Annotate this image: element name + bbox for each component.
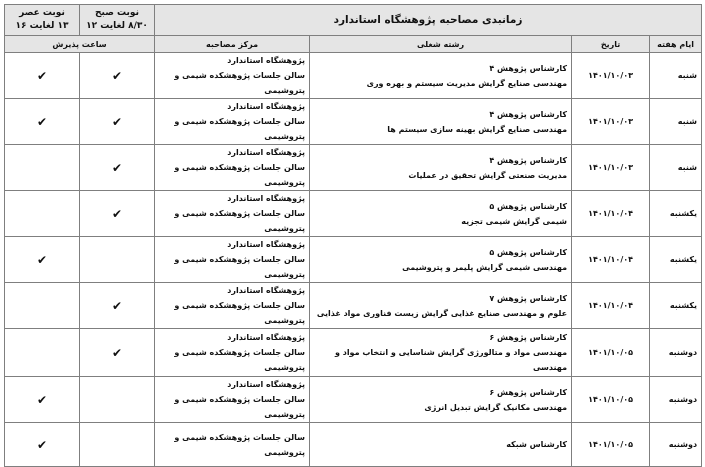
interview-center-line: پژوهشگاه استاندارد <box>227 333 306 342</box>
date-cell: ۱۴۰۱/۱۰/۰۳ <box>572 99 650 145</box>
header-day: ایام هفته <box>650 36 702 53</box>
job-specialty: مهندسی مواد و متالورژی گرایش شناسایی و انتخاب مواد و <box>334 348 568 357</box>
header-hours: ساعت پذیرش <box>5 36 155 53</box>
day-cell: شنبه <box>650 53 702 99</box>
afternoon-cell <box>5 377 80 423</box>
date-cell: ۱۴۰۱/۱۰/۰۳ <box>572 145 650 191</box>
table-row <box>5 329 702 377</box>
table-row <box>5 423 702 467</box>
day-cell: یکشنبه <box>650 191 702 237</box>
day-cell: دوشنبه <box>650 423 702 467</box>
afternoon-cell <box>5 237 80 283</box>
job-title: کارشناس پژوهش ۵ <box>489 201 568 211</box>
page-title: زمانبدی مصاحبه پژوهشگاه استاندارد <box>155 5 702 36</box>
afternoon-shift-time: ۱۳ لغایت ۱۶ <box>15 21 69 31</box>
date-cell: ۱۴۰۱/۱۰/۰۴ <box>572 237 650 283</box>
job-title: کارشناس پژوهش ۴ <box>489 109 568 119</box>
interview-center-line: پژوهشگاه استاندارد <box>227 240 306 249</box>
interview-schedule <box>4 4 701 467</box>
table-row <box>5 99 702 145</box>
interview-center-line: سالن جلسات پژوهشکده شیمی و پتروشیمی <box>174 71 306 95</box>
field-cell <box>310 423 572 467</box>
morning-cell <box>80 99 155 145</box>
job-title: کارشناس پژوهش ۴ <box>489 155 568 165</box>
date-cell: ۱۴۰۱/۱۰/۰۴ <box>572 191 650 237</box>
check-icon: ✔ <box>36 68 48 83</box>
interview-center-line: پژوهشگاه استاندارد <box>227 148 306 157</box>
header-center: مرکز مصاحبه <box>155 36 310 53</box>
afternoon-shift-header <box>5 5 80 36</box>
afternoon-cell <box>5 145 80 191</box>
interview-center-line: سالن جلسات پژوهشکده شیمی و پتروشیمی <box>174 209 306 233</box>
morning-cell <box>80 237 155 283</box>
day-cell: دوشنبه <box>650 377 702 423</box>
field-cell <box>310 377 572 423</box>
job-specialty: شیمی گرایش شیمی تجزیه <box>461 216 568 226</box>
job-title: کارشناس پژوهش ۷ <box>489 293 568 303</box>
afternoon-cell <box>5 53 80 99</box>
date-cell: ۱۴۰۱/۱۰/۰۳ <box>572 53 650 99</box>
morning-cell <box>80 329 155 377</box>
header-date: تاریخ <box>572 36 650 53</box>
schedule-table <box>4 4 702 467</box>
center-cell <box>155 53 310 99</box>
day-cell: شنبه <box>650 99 702 145</box>
interview-center-line: سالن جلسات پژوهشکده شیمی و پتروشیمی <box>174 117 306 141</box>
check-icon: ✔ <box>36 114 48 129</box>
date-cell: ۱۴۰۱/۱۰/۰۴ <box>572 283 650 329</box>
afternoon-shift-label: نوبت عصر <box>19 8 65 18</box>
schedule-body <box>5 53 702 467</box>
job-title: کارشناس پژوهش ۵ <box>489 247 568 257</box>
field-cell <box>310 191 572 237</box>
morning-shift-header <box>80 5 155 36</box>
field-cell <box>310 237 572 283</box>
check-icon: ✔ <box>111 345 123 360</box>
check-icon: ✔ <box>111 298 123 313</box>
job-title: کارشناس پژوهش ۶ <box>489 333 568 342</box>
interview-center-line: پژوهشگاه استاندارد <box>227 194 306 203</box>
interview-center-line: سالن جلسات پژوهشکده شیمی و پتروشیمی <box>174 432 306 457</box>
table-row <box>5 283 702 329</box>
field-cell <box>310 53 572 99</box>
interview-center-line: پژوهشگاه استاندارد <box>227 380 306 389</box>
job-specialty: علوم و مهندسی صنایع غذایی گرایش زیست فناوری مواد غذایی <box>316 308 568 318</box>
day-cell: یکشنبه <box>650 237 702 283</box>
center-cell <box>155 191 310 237</box>
field-cell <box>310 283 572 329</box>
afternoon-cell <box>5 99 80 145</box>
center-cell <box>155 329 310 377</box>
morning-cell <box>80 53 155 99</box>
center-cell <box>155 423 310 467</box>
center-cell <box>155 377 310 423</box>
interview-center-line: پژوهشگاه استاندارد <box>227 56 306 65</box>
day-cell: یکشنبه <box>650 283 702 329</box>
field-cell <box>310 145 572 191</box>
morning-cell <box>80 145 155 191</box>
check-icon: ✔ <box>36 392 48 407</box>
job-specialty: مهندسی شیمی گرایش پلیمر و پتروشیمی <box>402 262 568 272</box>
check-icon: ✔ <box>111 68 123 83</box>
morning-cell <box>80 423 155 467</box>
job-title: کارشناس شبکه <box>506 440 568 449</box>
date-cell: ۱۴۰۱/۱۰/۰۵ <box>572 329 650 377</box>
field-cell <box>310 329 572 377</box>
day-cell: شنبه <box>650 145 702 191</box>
interview-center-line: سالن جلسات پژوهشکده شیمی و پتروشیمی <box>174 301 306 325</box>
date-cell: ۱۴۰۱/۱۰/۰۵ <box>572 377 650 423</box>
check-icon: ✔ <box>36 437 48 452</box>
check-icon: ✔ <box>111 206 123 221</box>
table-row <box>5 377 702 423</box>
table-row <box>5 145 702 191</box>
interview-center-line: سالن جلسات پژوهشکده شیمی و پتروشیمی <box>174 395 306 419</box>
center-cell <box>155 99 310 145</box>
afternoon-cell <box>5 423 80 467</box>
table-row <box>5 191 702 237</box>
job-specialty: مهندسی مکانیک گرایش تبدیل انرژی <box>424 402 568 412</box>
job-specialty: مهندسی صنایع گرایش مدیریت سیستم و بهره وری <box>366 78 568 88</box>
title-row <box>5 5 702 36</box>
morning-cell <box>80 377 155 423</box>
interview-center-line: پژوهشگاه استاندارد <box>227 286 306 295</box>
job-specialty: مهندسی صنایع گرایش بهینه سازی سیستم ها <box>387 124 568 134</box>
table-row <box>5 237 702 283</box>
morning-cell <box>80 191 155 237</box>
interview-center-line: سالن جلسات پژوهشکده شیمی و پتروشیمی <box>174 163 306 187</box>
check-icon: ✔ <box>111 114 123 129</box>
morning-shift-time: ۸/۳۰ لغایت ۱۲ <box>86 21 148 31</box>
job-title: کارشناس پژوهش ۴ <box>489 63 568 73</box>
afternoon-cell <box>5 283 80 329</box>
header-field: رشته شغلی <box>310 36 572 53</box>
check-icon: ✔ <box>111 160 123 175</box>
job-specialty: مهندسی <box>532 363 568 372</box>
morning-cell <box>80 283 155 329</box>
center-cell <box>155 283 310 329</box>
date-cell: ۱۴۰۱/۱۰/۰۵ <box>572 423 650 467</box>
job-title: کارشناس پژوهش ۶ <box>489 387 568 397</box>
interview-center-line: سالن جلسات پژوهشکده شیمی و پتروشیمی <box>174 348 306 372</box>
day-cell: دوشنبه <box>650 329 702 377</box>
field-cell <box>310 99 572 145</box>
column-header-row <box>5 36 702 53</box>
table-row <box>5 53 702 99</box>
morning-shift-label: نوبت صبح <box>95 8 139 18</box>
check-icon: ✔ <box>36 252 48 267</box>
afternoon-cell <box>5 329 80 377</box>
interview-center-line: سالن جلسات پژوهشکده شیمی و پتروشیمی <box>174 255 306 279</box>
interview-center-line: پژوهشگاه استاندارد <box>227 102 306 111</box>
center-cell <box>155 145 310 191</box>
afternoon-cell <box>5 191 80 237</box>
job-specialty: مدیریت صنعتی گرایش تحقیق در عملیات <box>408 170 568 180</box>
center-cell <box>155 237 310 283</box>
